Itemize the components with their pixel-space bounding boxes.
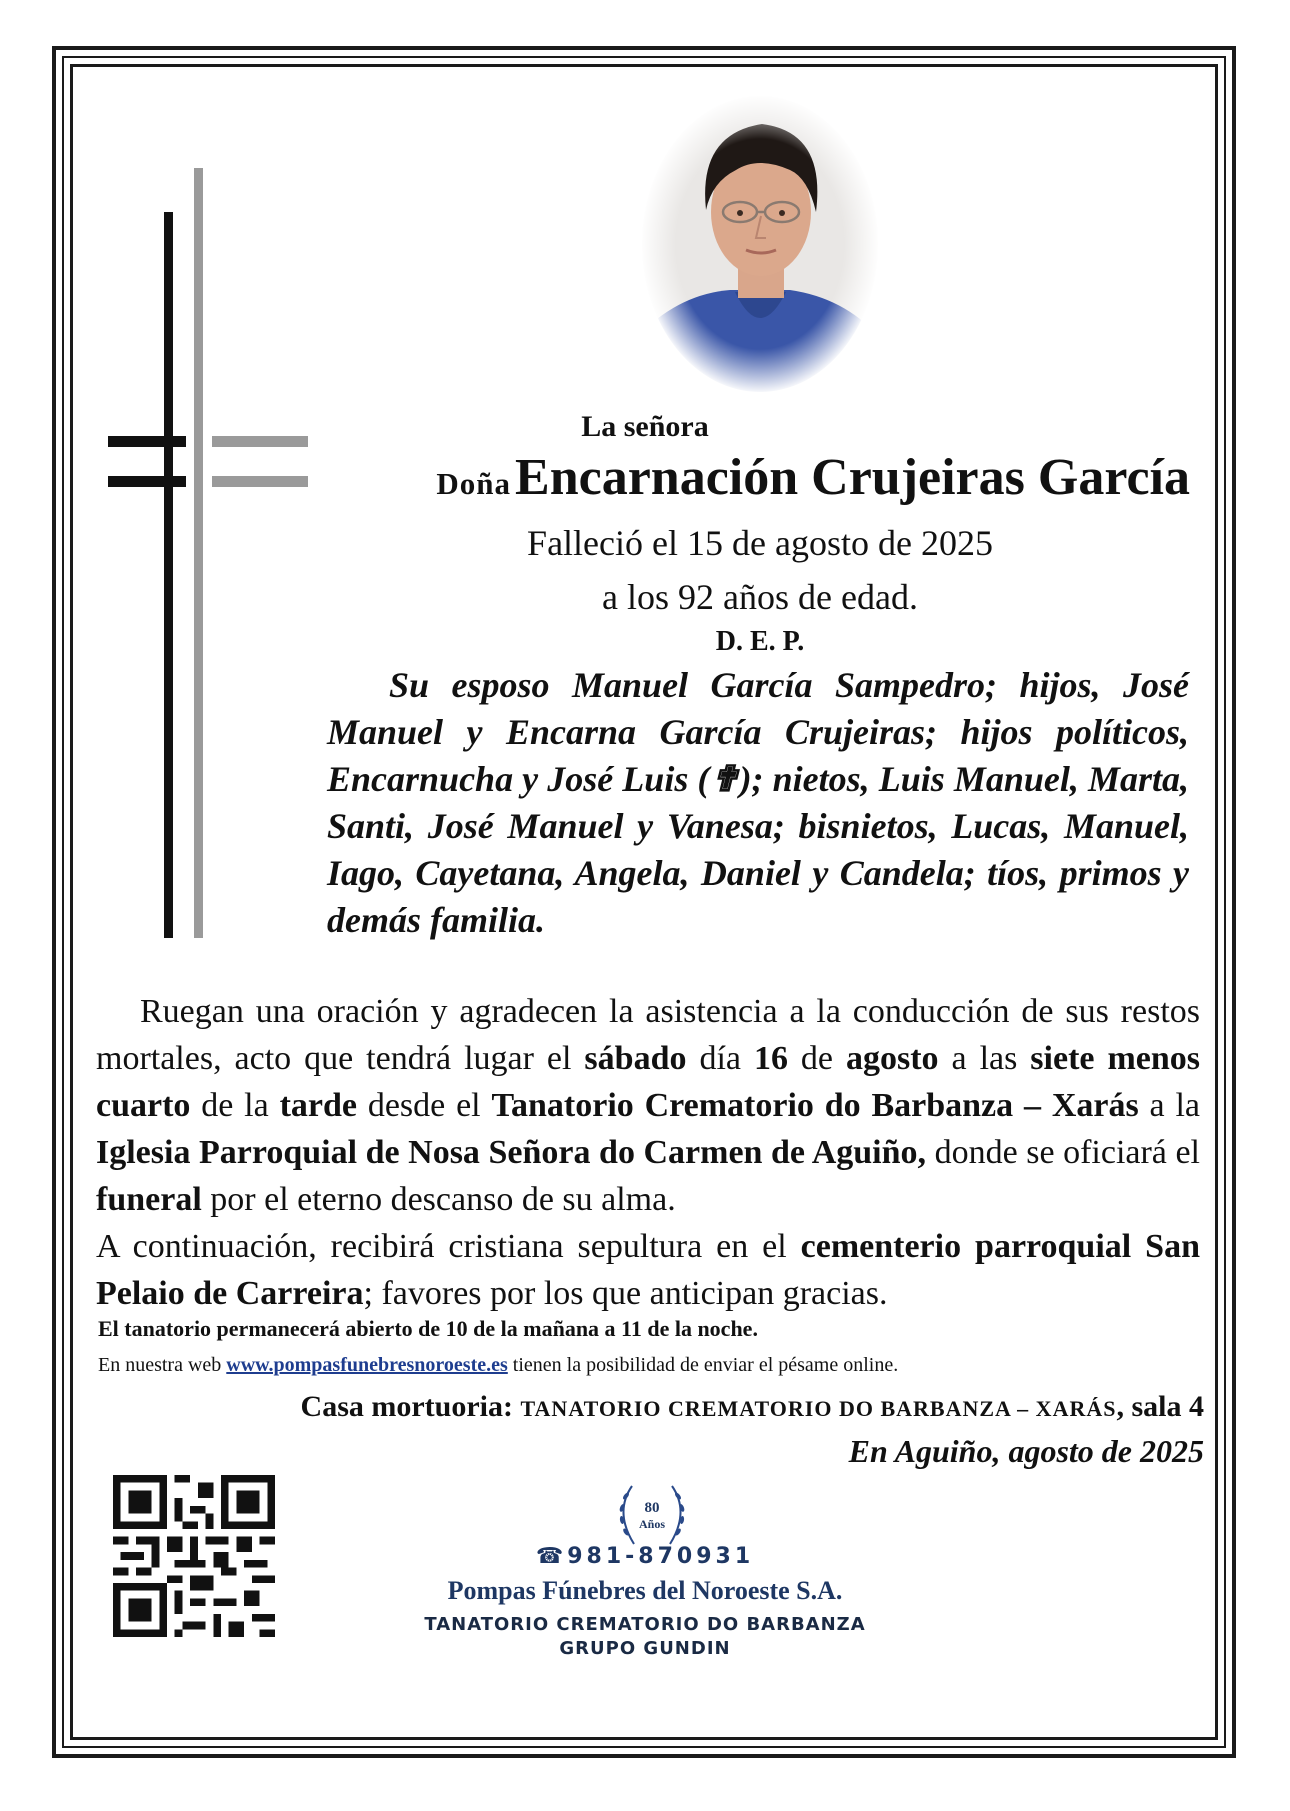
phone-number[interactable]: ☎981-870931 [535,1544,755,1569]
tanatorio-hours: El tanatorio permanecerá abierto de 10 de la mañana a 11 de la noche. [98,1316,758,1341]
deceased-name-line [330,449,1190,506]
cross-icon [108,168,308,938]
portrait-photo [640,94,880,394]
web-line: En nuestra web www.pompasfunebresnoroeste.es tienen la posibilidad de enviar el pésame online. [98,1354,899,1376]
ceremony-text [96,988,1200,1317]
intro-label: La señora [581,410,709,443]
deceased-name: Encarnación Crujeiras García [515,449,1190,506]
casa-mortuoria: Casa mortuoria: TANATORIO CREMATORIO DO BARBANZA – XARÁS, sala 4 [300,1390,1204,1423]
family-list [327,662,1189,944]
honorific: Doña [436,466,512,501]
badge-word: Años [638,1517,666,1531]
footer-tanatorio: TANATORIO CREMATORIO DO BARBANZA [424,1614,866,1635]
badge-number: 80 [644,1500,660,1516]
company-name: Pompas Fúnebres del Noroeste S.A. [447,1576,843,1605]
phone-icon: ☎ [535,1544,568,1569]
age-line: a los 92 años de edad. [602,577,918,617]
dep-label: D. E. P. [715,626,805,657]
death-date: Falleció el 15 de agosto de 2025 [527,523,993,563]
website-link[interactable]: www.pompasfunebresnoroeste.es [226,1354,508,1376]
burial-paragraph: A continuación, recibirá cristiana sepultura en el cementerio parroquial San Pelaio de Carreira; favores por los que anticipan gracias. [96,1228,1200,1312]
family-text: Su esposo Manuel García Sampedro; hijos, José Manuel y Encarna García Crujeiras; hijos políticos, Encarnucha y José Luis (✟); nietos, Luis Manuel, Marta, Santi, José Manuel y Vanesa; bisnietos, Lucas, Manuel, Iago, Cayetana, Angela, Daniel y Candela; tíos, primos y demás familia. [327,665,1189,940]
ceremony-paragraph: Ruegan una oración y agradecen la asistencia a la conducción de sus restos mortales, acto que tendrá lugar el sábado día 16 de agosto a las siete menos cuarto de la tarde desde el Tanatorio Crematorio do Barbanza – Xarás a la Iglesia Parroquial de Nosa Señora do Carmen de Aguiño, donde se oficiará el funeral por el eterno descanso de su alma. [96,993,1200,1218]
footer-group: GRUPO GUNDIN [559,1638,731,1659]
place-date: En Aguiño, agosto de 2025 [848,1433,1204,1469]
